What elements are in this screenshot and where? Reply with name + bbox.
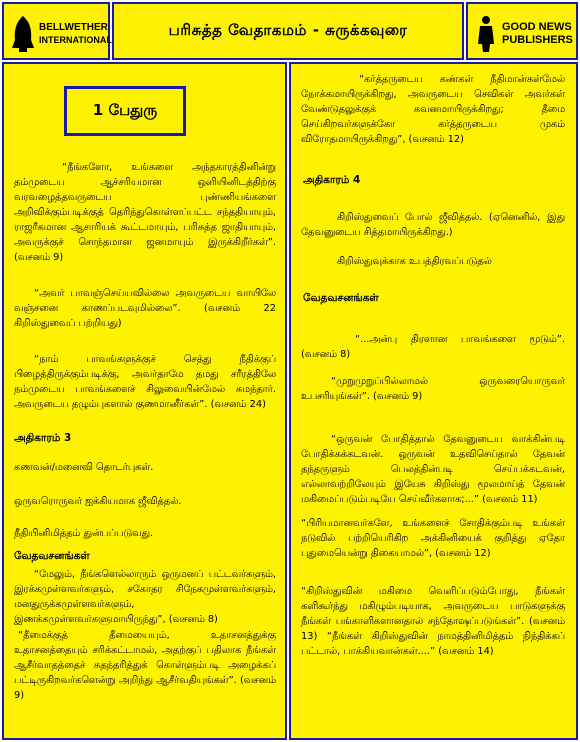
left-column (2, 62, 287, 740)
page-title: பரிசுத்த வேதாகமம் - சுருக்கவுரை (168, 21, 408, 39)
verse-paragraph-2: “அவர் பாவஞ்செய்யவில்லை அவருடைய வாயிலே வஞ்சனை காணப்படவுமில்லை”. (வசனம் 22 கிறிஸ்துவைப் பற்றியது) (14, 288, 276, 329)
header-right-logo-panel (466, 2, 578, 60)
verse-3-8: “மேலும், நீங்களெல்லாரும் ஒருமனப் பட்டவர்களும், இரக்கமுள்ளவர்களும், சகோதர சிநேகமுள்ளவர்களும், மனதுருக்கமுள்ளவர்களும், இணக்கமுள்ளவர்களுமாயிருந்து”, (வசனம் 8) (14, 569, 276, 625)
verse-3-9: “தீமைக்குத் தீமையையும், உதாசனத்துக்கு உதாசனத்தையும் சரிக்கட்டாமல், அதற்குப் பதிலாக நீங்கள் ஆசீர்வாதத்தைச் சுதந்தரித்துக் கொள்ளும்படி அழைக்கப் பட்டிருகிறவர்களென்று அறிந்து ஆசீர்வதியுங்கள்”. (வசனம் 9) (14, 630, 276, 701)
verses-heading-right: வேதவசனங்கள் (303, 292, 379, 304)
chapter-3-item-2: ஒருவரொருவர் ஐக்கியமாக ஜீவித்தல். (14, 496, 182, 507)
verse-4-8: “...அன்பு திரளான பாவங்களை மூடும்”. (வசனம் 8) (301, 334, 565, 360)
bellwether-logo-line1: BELLWETHER (39, 22, 108, 33)
verse-paragraph-1: “நீங்களோ, உங்களை அந்தகாரத்தினின்று தம்முடைய ஆச்சரியமான ஒளியினிடத்திற்கு வரவழைத்தவருடைய புண்ணியங்களை அறிவிக்கும்படிக்குத் தெரிந்துகொள்ளப்பட்ட சந்ததியாயும், ராஜரீகமான ஆசாரியக் கூட்டமாயும், பரிசுத்த ஜாதியாயும், அவருக்குச் சொந்தமான ஜனமாயும் இருக்கிறீர்கள்”. (வசனம் 9) (14, 162, 276, 263)
chapter-3-heading: அதிகாரம் 3 (14, 432, 72, 444)
header-left-logo-panel (2, 2, 110, 60)
figure-reading-icon (474, 14, 498, 54)
right-column (289, 62, 578, 740)
book-title: 1 பேதுரு (92, 101, 158, 119)
verse-4-11: “ஒருவன் போதித்தால் தேவனுடைய வாக்கின்படி போதிக்கக்கடவன். ஒருவன் உதவிசெய்தால் தேவன் தந்தருளும் பெலத்தின்படி செய்பக்கடவன், எல்லாவற்றிலேயும் இயேசு கிறிஸ்து மூலமாய்த் தேவன் மகிமைப்படும்படியே செய்வீர்களாக;...” (வசனம் 11) (301, 434, 565, 505)
verse-4-12: “பிரியமானவர்களே, உங்களைச் சோதிக்கும்படி உங்கள் நடுவில் பற்றியெரிகிற அக்கினியைக் குறித்து ஏதோ புதுமையென்று திகையாமல்”, (வசனம் 12) (301, 518, 565, 559)
gnp-logo-line1: GOOD NEWS (502, 21, 572, 33)
verse-paragraph-3: “நாம் பாவங்களுக்குச் செத்து நீதிக்குப் பிழைத்திருக்கும்படிக்கு, அவர்தாமே தமது சரீரத்திலே நம்முடைய பாவங்களைச் சிலுவையின்மேல் சுமந்தார். அவருடைய தழும்புகளால் குணமானீர்கள்”. (வசனம் 24) (14, 354, 276, 410)
verse-3-12: “கர்த்தருடைய கண்கள் நீதிமான்கள்மேல் நோக்கமாயிருக்கிறது, அவருடைய செவிகள் அவர்கள் வேண்டுதலுக்குக் கவனமாயிருக்கிறது; தீமை செய்கிறவர்களுக்கோ கர்த்தருடைய முகம் விரோதமாயிருக்கிறது”, (வசனம் 12) (301, 74, 565, 145)
gnp-logo-line2: PUBLISHERS (502, 34, 573, 46)
header-title-panel (112, 2, 464, 60)
chapter-4-item-2: கிறிஸ்துவுக்காக உபத்திரவப்படுதல் (337, 256, 492, 267)
bell-figure-icon (10, 14, 36, 54)
verses-heading-left: வேதவசனங்கள் (14, 550, 90, 562)
verse-4-13-14: “கிறிஸ்துவின் மகிமை வெளிப்படும்போது, நீங்கள் களிகூர்ந்து மகிழும்படியாக, அவருடைய பாடுகளுக்கு நீங்கள் பங்காளிகளானதால் சந்தோஷப்படுங்கள்”. (வசனம் 13) “நீங்கள் கிறிஸ்துவின் நாமத்தினிமித்தம் நிந்திக்கப் பட்டால், பாக்கியவான்கள்....” (வசனம் 14) (301, 586, 565, 657)
bellwether-logo-line2: INTERNATIONAL (39, 35, 112, 45)
verse-4-9: “முறுமுறுப்பில்லாமல் ஒருவரையொருவர் உபசரியுங்கள்”. (வசனம் 9) (301, 376, 565, 402)
bellwether-logo (10, 14, 112, 54)
book-title-box (64, 86, 186, 136)
chapter-3-item-1: கணவன்/மனைவி தொடர்புகள். (14, 462, 154, 473)
chapter-3-item-3: நீதியினிமித்தம் துன்பப்படுவது. (14, 528, 154, 539)
good-news-publishers-logo (474, 14, 573, 54)
chapter-4-item-1: கிறிஸ்துவைப் போல் ஜீவித்தல். (ஏனெனில், இது தேவனுடைய சித்தமாயிருக்கிறது.) (301, 212, 565, 238)
chapter-4-heading: அதிகாரம் 4 (303, 174, 361, 186)
